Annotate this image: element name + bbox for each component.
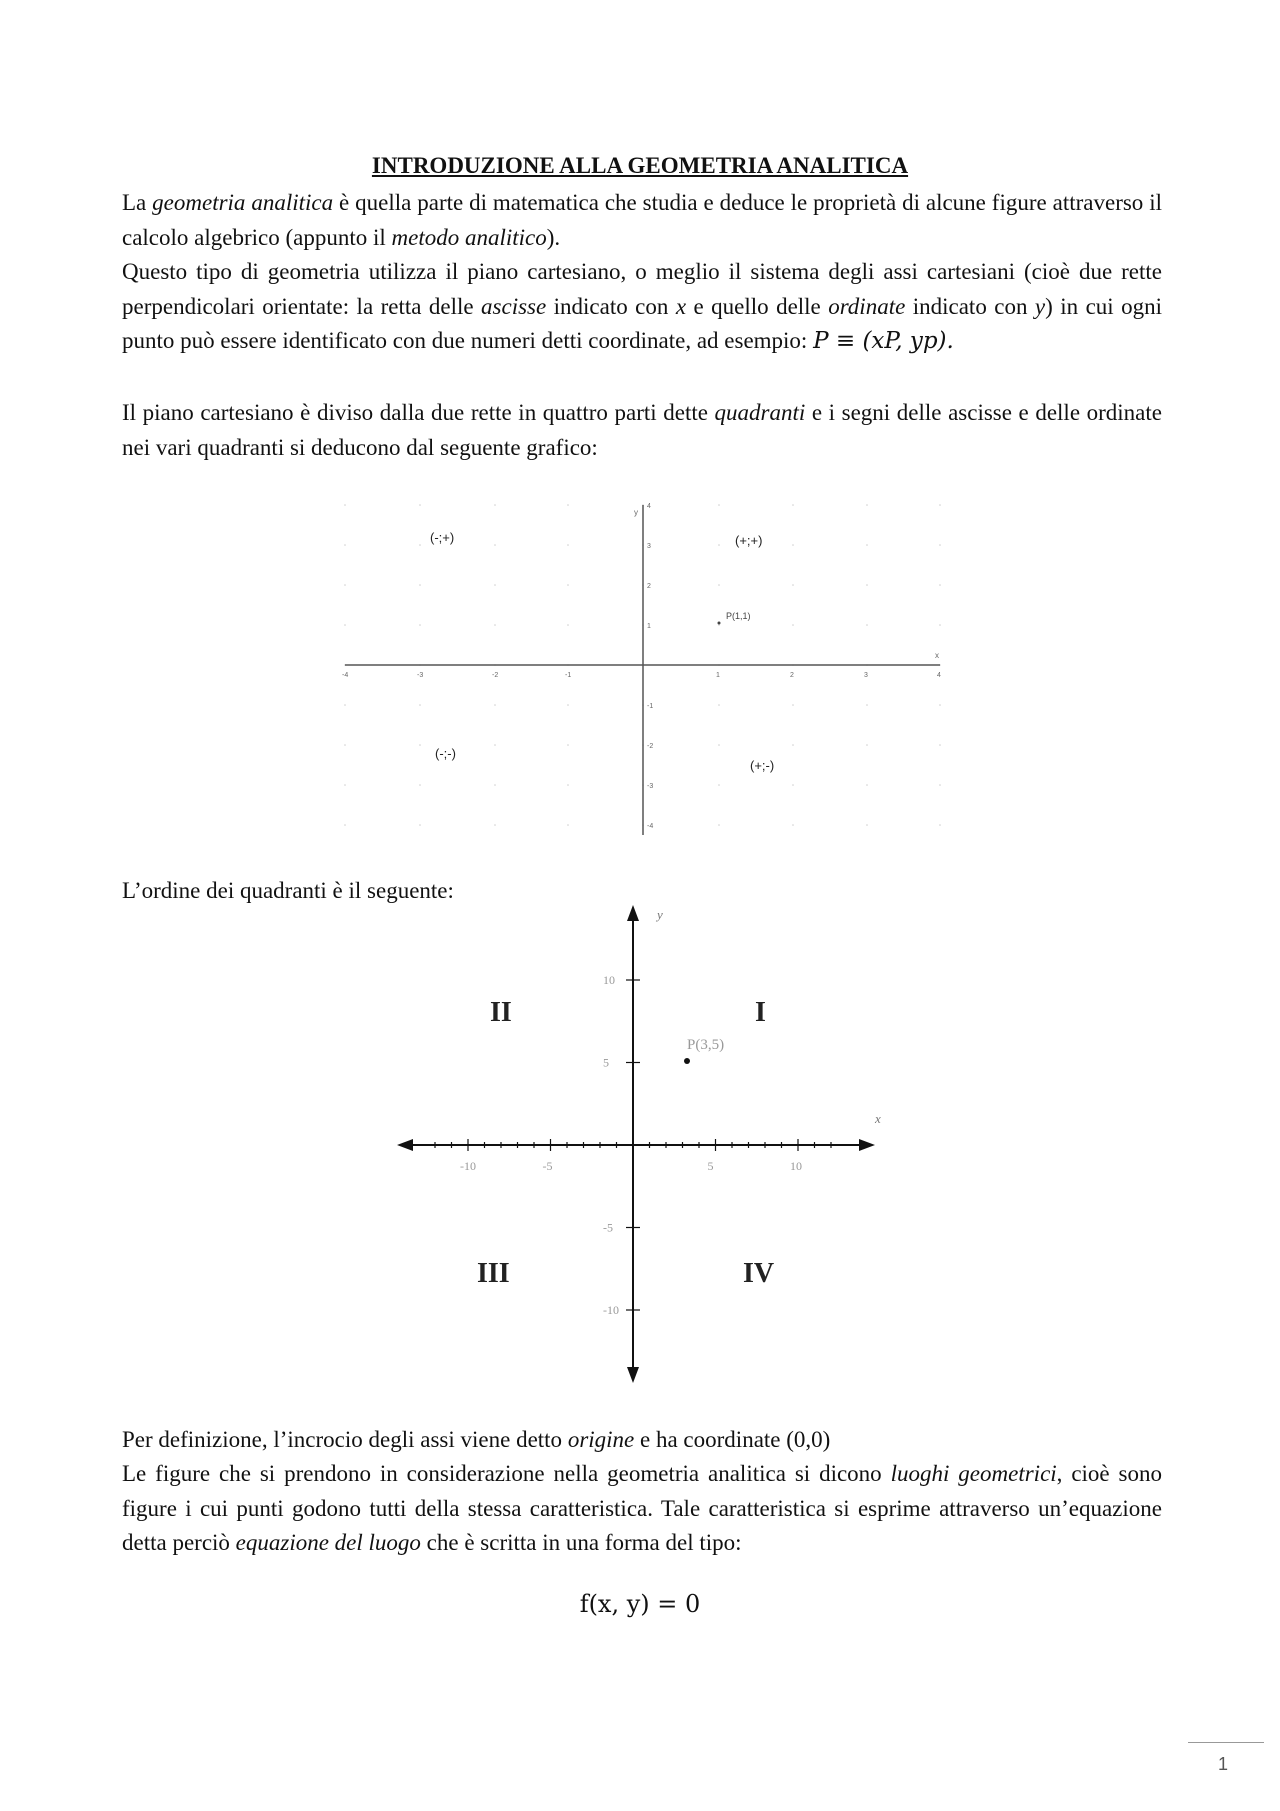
grid-dot — [494, 584, 496, 586]
grid-dot — [567, 704, 569, 706]
grid-dot — [567, 784, 569, 786]
grid-dot — [792, 784, 794, 786]
grid-dot — [718, 784, 720, 786]
x-tick-label: 10 — [790, 1159, 802, 1173]
footer-divider — [1188, 1742, 1264, 1743]
x-tick-label: 5 — [707, 1159, 714, 1173]
x-tick-label: -5 — [542, 1159, 553, 1173]
grid-dot — [939, 504, 941, 506]
grid-dot — [494, 704, 496, 706]
grid-dot — [792, 704, 794, 706]
grid-dot — [718, 744, 720, 746]
y-axis-arrow-up — [627, 905, 639, 921]
quadrant-4-label: IV — [743, 1258, 775, 1289]
grid-dot — [419, 624, 421, 626]
grid-dot — [419, 784, 421, 786]
quadrant-2-sign: (-;+) — [430, 530, 455, 545]
grid-dot — [567, 624, 569, 626]
quadrant-4-sign: (+;-) — [750, 758, 775, 773]
x-tick-label: -2 — [492, 672, 499, 679]
grid-dot — [866, 704, 868, 706]
quadrant-order-graph — [395, 905, 885, 1385]
grid-dot — [419, 704, 421, 706]
grid-dot — [718, 504, 720, 506]
emphasis-ascisse: ascisse — [481, 293, 547, 319]
grid-dot — [866, 784, 868, 786]
paragraph-quadrants: Il piano cartesiano è diviso dalla due rette in quattro parti dette quadranti e i segni delle ascisse e delle ordinate nei vari quadranti si deducono dal seguente grafico: — [122, 400, 1162, 460]
quadrant-signs-graph — [340, 495, 950, 840]
grid-dot — [718, 704, 720, 706]
grid-dot — [344, 504, 346, 506]
grid-dot — [792, 824, 794, 826]
y-tick-label: -3 — [647, 783, 654, 790]
quadrant-1-label: I — [755, 997, 766, 1028]
grid-dot — [792, 584, 794, 586]
x-tick-label: -4 — [342, 672, 349, 679]
quadrant-3-label: III — [477, 1258, 510, 1289]
x-tick-label: 2 — [790, 672, 794, 679]
point-label: P(3,5) — [687, 1037, 725, 1053]
x-tick-label: -1 — [565, 672, 572, 679]
grid-dot — [419, 824, 421, 826]
page-number: 1 — [1218, 1754, 1229, 1774]
grid-dot — [718, 544, 720, 546]
x-tick-label: -3 — [417, 672, 424, 679]
grid-dot — [494, 744, 496, 746]
grid-dot — [792, 544, 794, 546]
grid-dot — [718, 824, 720, 826]
y-tick-label: -10 — [603, 1303, 619, 1317]
grid-dot — [344, 584, 346, 586]
grid-dot — [567, 744, 569, 746]
emphasis-metodo-analitico: metodo analitico — [391, 224, 547, 250]
grid-dot — [939, 784, 941, 786]
quadrant-3-sign: (-;-) — [435, 746, 456, 761]
grid-dot — [718, 584, 720, 586]
x-axis-label: x — [935, 651, 939, 660]
grid-dot — [419, 744, 421, 746]
grid-dot — [344, 544, 346, 546]
grid-dot — [494, 784, 496, 786]
grid-dot — [494, 504, 496, 506]
y-tick-label: -1 — [647, 703, 654, 710]
grid-dot — [939, 704, 941, 706]
grid-dot — [344, 704, 346, 706]
grid-dot — [567, 544, 569, 546]
x-axis-arrow-left — [397, 1139, 413, 1151]
emphasis-y: y — [1034, 293, 1046, 319]
grid-dot — [866, 504, 868, 506]
grid-dot — [792, 744, 794, 746]
grid-dot — [419, 544, 421, 546]
page-title: INTRODUZIONE ALLA GEOMETRIA ANALITICA — [371, 153, 909, 178]
grid-dot — [866, 584, 868, 586]
y-axis-label: y — [634, 508, 638, 517]
paragraph-origin: Per definizione, l’incrocio degli assi viene detto origine e ha coordinate (0,0) — [122, 1427, 831, 1452]
emphasis-origine: origine — [567, 1427, 635, 1452]
grid-dot — [567, 584, 569, 586]
paragraph-loci: Le figure che si prendono in considerazione nella geometria analitica si dicono luoghi geometrici, cioè sono figure i cui punti godono tutti della stessa caratteristica. Tale caratteristica si esprime attraverso un’equazione detta perciò equazione del luogo che è scritta in una forma del tipo: — [122, 1461, 1163, 1555]
grid-dot — [419, 584, 421, 586]
grid-dot — [567, 504, 569, 506]
quadrant-1-sign: (+;+) — [735, 533, 763, 548]
grid-dot — [792, 624, 794, 626]
y-tick-label: 10 — [603, 973, 615, 987]
y-tick-label: 3 — [647, 543, 651, 550]
y-tick-label: -4 — [647, 823, 654, 830]
y-tick-label: 5 — [603, 1055, 609, 1070]
paragraph-intro: La geometria analitica è quella parte di matematica che studia e deduce le proprietà di alcune figure attraverso il calcolo algebrico (appunto il metodo analitico). — [122, 190, 1162, 250]
x-tick-label: -10 — [460, 1159, 476, 1173]
y-axis-label: y — [657, 907, 663, 922]
y-tick-label: 4 — [647, 503, 651, 510]
point-marker — [718, 622, 721, 625]
grid-dot — [494, 544, 496, 546]
point-formula: P ≡ (xP, yp). — [813, 328, 954, 354]
x-tick-label: 3 — [864, 672, 868, 679]
paragraph-cartesian-plane: Questo tipo di geometria utilizza il piano cartesiano, o meglio il sistema degli assi cartesiani (cioè due rette perpendicolari orientate: la retta delle ascisse indicato con x e quello delle ordinate indicato con y) in cui ogni punto può essere identificato con due numeri detti coordinate, ad esempio: P ≡ (xP, yp). — [122, 259, 1162, 354]
point-marker — [684, 1058, 690, 1064]
grid-dot — [939, 624, 941, 626]
x-tick-label: 4 — [937, 672, 941, 679]
emphasis-equazione-del-luogo: equazione del luogo — [235, 1530, 421, 1555]
emphasis-ordinate: ordinate — [828, 293, 906, 319]
grid-dot — [866, 544, 868, 546]
x-axis-arrow-right — [859, 1139, 875, 1151]
emphasis-x: x — [675, 293, 687, 319]
grid-dot — [939, 824, 941, 826]
grid-dot — [344, 624, 346, 626]
emphasis-quadranti: quadranti — [714, 400, 806, 425]
grid-dot — [344, 824, 346, 826]
emphasis-luoghi-geometrici: luoghi geometrici — [890, 1461, 1057, 1486]
grid-dot — [344, 744, 346, 746]
grid-dot — [939, 584, 941, 586]
grid-dot — [792, 504, 794, 506]
y-axis-arrow-down — [627, 1367, 639, 1383]
y-tick-label: 2 — [647, 583, 651, 590]
grid-dot — [567, 824, 569, 826]
emphasis-geometria-analitica: geometria analitica — [152, 190, 334, 215]
grid-dot — [939, 544, 941, 546]
locus-equation: f(x, y) = 0 — [579, 1590, 701, 1618]
y-tick-label: -5 — [603, 1220, 613, 1235]
quadrant-2-label: II — [490, 997, 512, 1028]
grid-dot — [494, 824, 496, 826]
y-tick-label: 1 — [647, 623, 651, 630]
grid-dot — [344, 784, 346, 786]
grid-dot — [866, 744, 868, 746]
paragraph-quadrant-order: L’ordine dei quadranti è il seguente: — [122, 878, 454, 903]
grid-dot — [494, 624, 496, 626]
x-tick-label: 1 — [716, 672, 720, 679]
point-label: P(1,1) — [726, 611, 751, 621]
grid-dot — [419, 504, 421, 506]
grid-dot — [939, 744, 941, 746]
x-axis-label: x — [875, 1111, 881, 1126]
grid-dot — [866, 824, 868, 826]
grid-dot — [866, 624, 868, 626]
y-tick-label: -2 — [647, 743, 654, 750]
